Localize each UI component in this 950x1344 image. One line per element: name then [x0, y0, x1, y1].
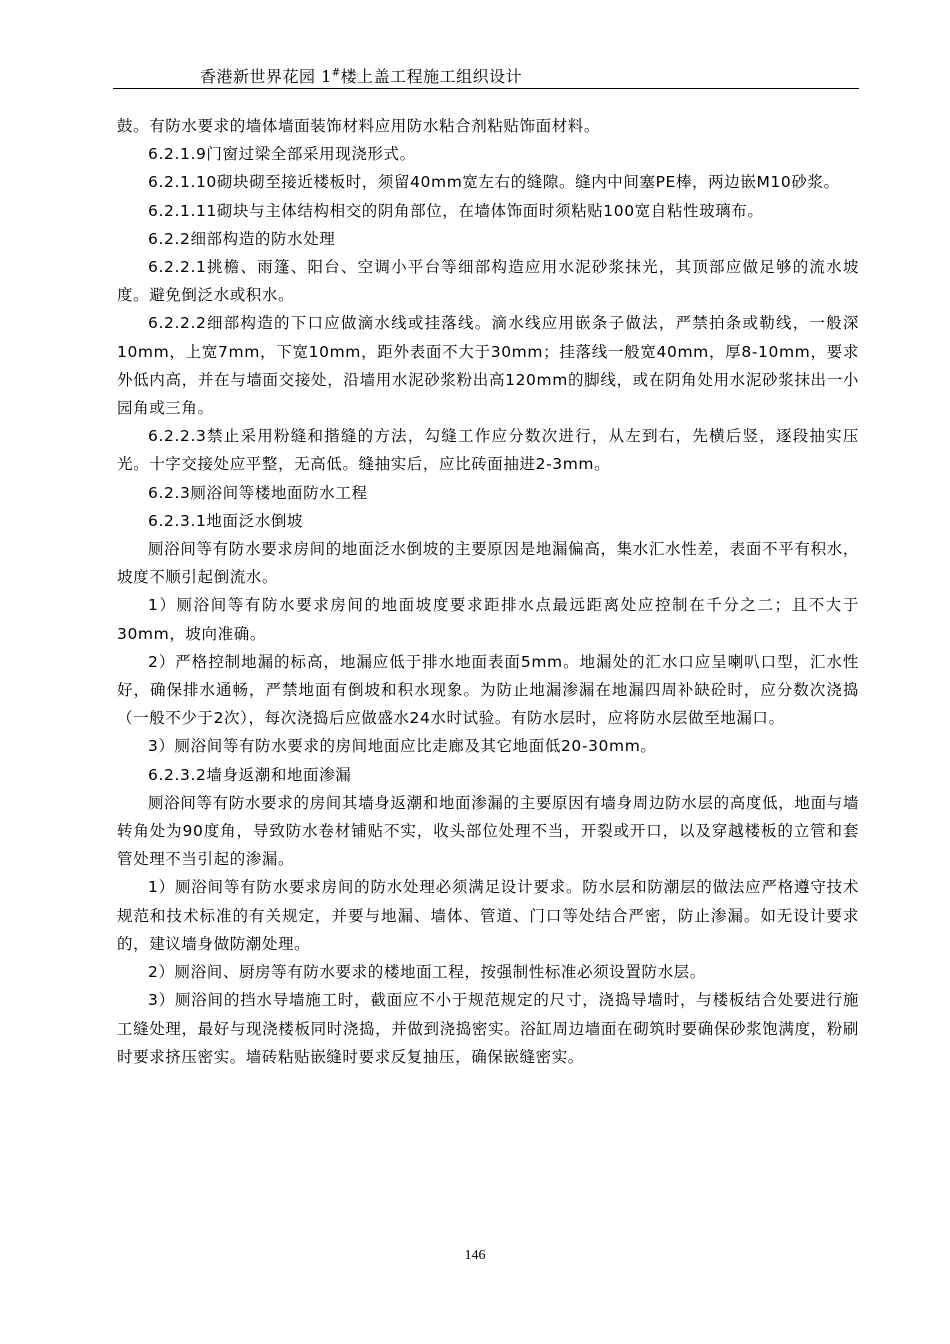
paragraph: 1）厕浴间等有防水要求房间的地面坡度要求距排水点最远距离处应控制在千分之二；且不大于30mm，坡向准确。	[117, 596, 859, 643]
header-rule	[113, 88, 859, 89]
paragraph: 6.2.3.1地面泛水倒坡	[148, 511, 304, 530]
paragraph: 6.2.3.2墙身返潮和地面渗漏	[148, 765, 352, 784]
paragraph: 2）严格控制地漏的标高，地漏应低于排水地面表面5mm。地漏处的汇水口应呈喇叭口型，汇水性好，确保排水通畅，严禁地面有倒坡和积水现象。为防止地漏渗漏在地漏四周补缺砼时，应分数次浇捣（一般不少于2次），每次浇捣后应做盛水24水时试验。有防水层时，应将防水层做至地漏口。	[117, 652, 859, 728]
paragraph: 3）厕浴间等有防水要求的房间地面应比走廊及其它地面低20-30mm。	[148, 737, 657, 756]
header-title-superscript: #	[331, 67, 341, 79]
header-title-suffix: 楼上盖工程施工组织设计	[340, 67, 523, 86]
paragraph: 3）厕浴间的挡水导墙施工时，截面应不小于规范规定的尺寸，浇捣导墙时，与楼板结合处要进行施工缝处理，最好与现浇楼板同时浇捣，并做到浇捣密实。浴缸周边墙面在砌筑时要确保砂浆饱满度，粉刷时要求挤压密实。墙砖粘贴嵌缝时要求反复抽压，确保嵌缝密实。	[117, 991, 859, 1066]
paragraph: 6.2.2.3禁止采用粉缝和揩缝的方法，勾缝工作应分数次进行，从左到右，先横后竖，逐段抽实压光。十字交接处应平整，无高低。缝抽实后，应比砖面抽进2-3mm。	[117, 427, 859, 474]
paragraph: 6.2.2细部构造的防水处理	[148, 229, 336, 248]
paragraph: 6.2.1.11砌块与主体结构相交的阴角部位，在墙体饰面时须粘贴100宽自粘性玻璃布。	[148, 201, 764, 220]
paragraph: 6.2.1.10砌块砌至接近楼板时，须留40mm宽左右的缝隙。缝内中间塞PE棒，两边嵌M10砂浆。	[148, 173, 840, 192]
paragraph: 6.2.3厕浴间等楼地面防水工程	[148, 483, 368, 502]
running-header	[200, 64, 522, 87]
header-title-prefix: 香港新世界花园 1	[200, 67, 332, 86]
paragraph: 1）厕浴间等有防水要求房间的防水处理必须满足设计要求。防水层和防潮层的做法应严格遵守技术规范和技术标准的有关规定，并要与地漏、墙体、管道、门口等处结合严密，防止渗漏。如无设计要求的，建议墙身做防潮处理。	[117, 878, 859, 953]
paragraph: 6.2.1.9门窗过梁全部采用现浇形式。	[148, 145, 416, 164]
paragraph: 6.2.2.2细部构造的下口应做滴水线或挂落线。滴水线应用嵌条子做法，严禁拍条或勒线，一般深10mm，上宽7mm，下宽10mm，距外表面不大于30mm；挂落线一般宽40mm，厚8-10mm，要求外低内高，并在与墙面交接处，沿墙用水泥砂浆粉出高120mm的脚线，或在阴角处用水泥砂浆抹出一小园角或三角。	[117, 314, 859, 418]
document-body	[117, 112, 859, 1071]
paragraph: 厕浴间等有防水要求的房间其墙身返潮和地面渗漏的主要原因有墙身周边防水层的高度低，地面与墙转角处为90度角，导致防水卷材铺贴不实，收头部位处理不当，开裂或开口，以及穿越楼板的立管和套管处理不当引起的渗漏。	[117, 793, 859, 869]
page-number: 146	[464, 1248, 486, 1263]
paragraph: 6.2.2.1挑檐、雨篷、阳台、空调小平台等细部构造应用水泥砂浆抹光，其顶部应做足够的流水坡度。避免倒泛水或积水。	[117, 258, 859, 305]
paragraph: 厕浴间等有防水要求房间的地面泛水倒坡的主要原因是地漏偏高，集水汇水性差，表面不平有积水，坡度不顺引起倒流水。	[117, 540, 859, 587]
paragraph: 2）厕浴间、厨房等有防水要求的楼地面工程，按强制性标准必须设置防水层。	[148, 963, 706, 982]
paragraph: 鼓。有防水要求的墙体墙面装饰材料应用防水粘合剂粘贴饰面材料。	[117, 117, 601, 135]
